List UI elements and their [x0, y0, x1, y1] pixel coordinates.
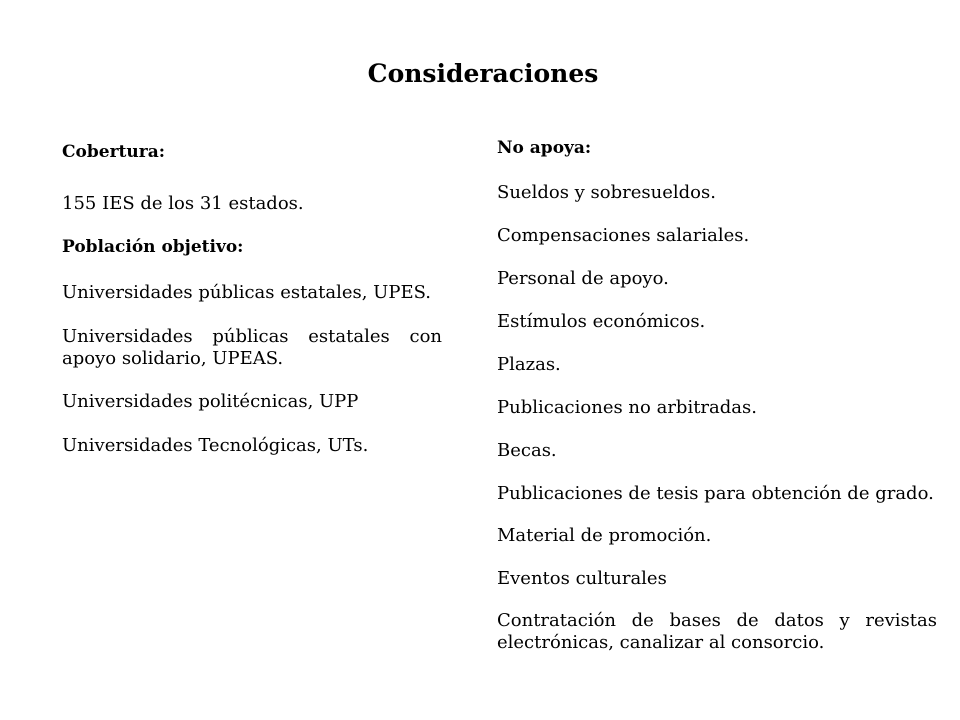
right-column	[497, 136, 937, 654]
poblacion-heading: Población objetivo:	[62, 237, 244, 257]
no-apoya-item: Sueldos y sobresueldos.	[497, 182, 716, 203]
left-column	[62, 140, 442, 457]
population-item-upes: Universidades públicas estatales, UPES.	[62, 282, 431, 303]
population-item-uts: Universidades Tecnológicas, UTs.	[62, 435, 369, 456]
no-apoya-item: Estímulos económicos.	[497, 311, 706, 332]
slide-title: Consideraciones	[367, 59, 599, 88]
no-apoya-item: Contratación de bases de datos y revistas electrónicas, canalizar al consorcio.	[497, 610, 937, 653]
population-item-upp: Universidades politécnicas, UPP	[62, 391, 359, 412]
no-apoya-item: Compensaciones salariales.	[497, 225, 750, 246]
population-item-upeas: Universidades públicas estatales con apoyo solidario, UPEAS.	[62, 326, 442, 369]
cobertura-text: 155 IES de los 31 estados.	[62, 193, 304, 214]
no-apoya-item: Personal de apoyo.	[497, 268, 669, 289]
cobertura-heading: Cobertura:	[62, 142, 165, 162]
no-apoya-item: Eventos culturales	[497, 568, 667, 589]
no-apoya-item: Becas.	[497, 440, 557, 461]
no-apoya-item: Publicaciones de tesis para obtención de grado.	[497, 483, 934, 504]
no-apoya-item: Plazas.	[497, 354, 561, 375]
no-apoya-item: Material de promoción.	[497, 525, 712, 546]
no-apoya-heading: No apoya:	[497, 138, 592, 158]
no-apoya-item: Publicaciones no arbitradas.	[497, 397, 757, 418]
